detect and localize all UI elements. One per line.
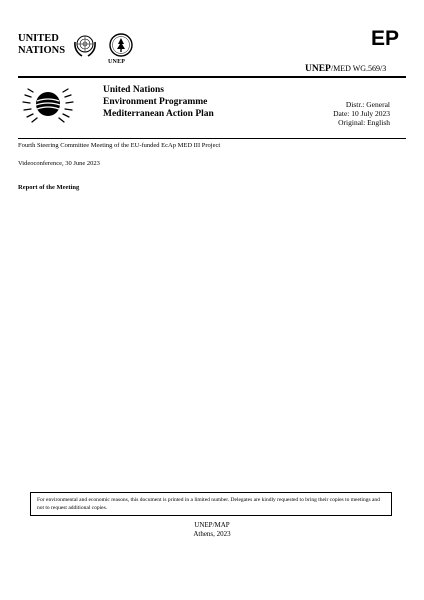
unep-label: UNEP [108,59,126,65]
footer [0,521,424,539]
unep-logo-icon [108,32,134,58]
org-line-1: UNITED [18,33,59,44]
org-line-2: NATIONS [18,44,66,56]
top-rule [18,76,406,78]
report-title: Report of the Meeting [18,184,80,191]
org-name-line-3: Mediterranean Action Plan [103,109,214,119]
doc-symbol-main: UNEP [305,64,331,74]
distr-original-language: Original: English [338,118,390,127]
distr-date: Date: 10 July 2023 [333,109,390,118]
meeting-title: Fourth Steering Committee Meeting of the EU-funded EcAp MED III Project [18,142,221,149]
distribution-info [310,100,390,127]
printing-notice: For environmental and economic reasons, this document is printed in a limited number. Delegates are kindly requested to bring their copies to meetings and not to request additional copies. [30,492,392,516]
united-nations-wordmark [18,33,65,56]
meeting-venue: Videoconference, 30 June 2023 [18,160,100,167]
org-name-line-1: United Nations [103,85,164,95]
header-divider [18,138,406,139]
organization-name [103,84,214,120]
document-symbol [305,64,386,74]
org-name-line-2: Environment Programme [103,97,208,107]
footer-line-1: UNEP/MAP [194,521,230,529]
un-emblem-icon [72,32,98,58]
ep-code: EP [371,27,400,50]
footer-line-2: Athens, 2023 [193,530,231,538]
mediterranean-action-plan-logo-icon [20,83,76,125]
doc-symbol-rest: /MED WG.569/3 [330,64,387,73]
distr-status: Distr.: General [345,100,390,109]
